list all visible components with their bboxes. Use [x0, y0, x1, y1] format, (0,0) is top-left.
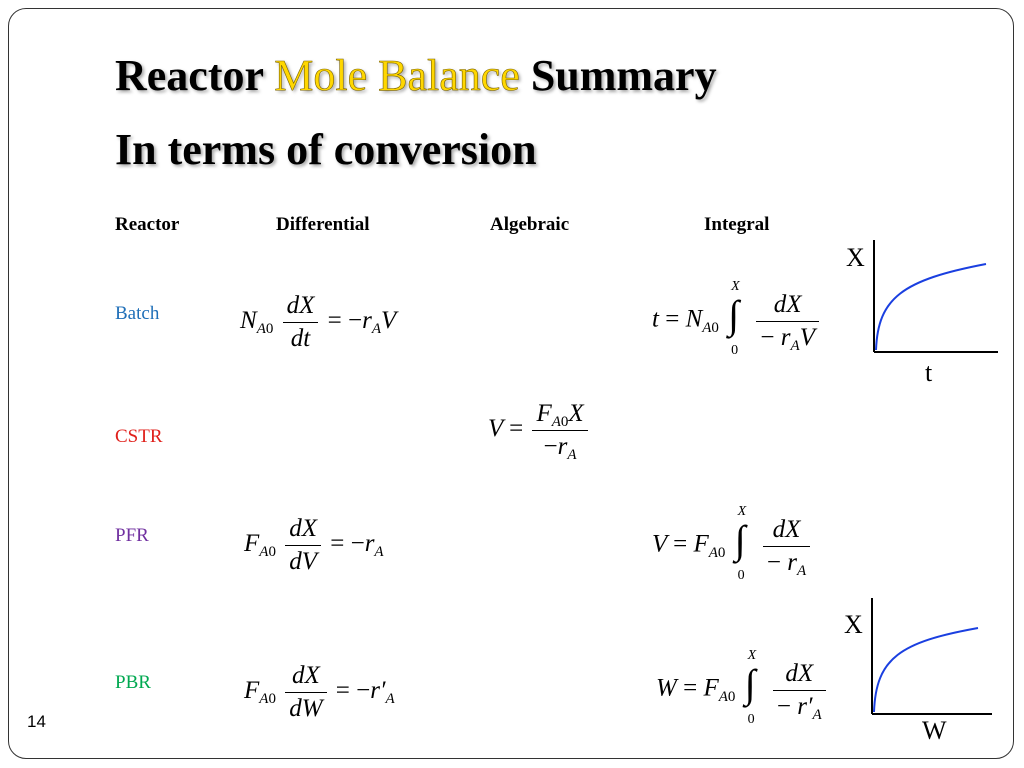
- title-highlight: Mole Balance: [274, 51, 520, 100]
- slide-title-line-1: [115, 50, 717, 101]
- graph2-y-label: X: [844, 610, 863, 639]
- conversion-curve: [874, 628, 978, 712]
- pbr-integral-equation: $W = F_{A0}$ X ∫ 0 $\frac{dX}{- r'_A}$: [656, 652, 829, 728]
- graph2-x-label: W: [922, 716, 947, 745]
- title-word-summary: Summary: [530, 51, 717, 100]
- batch-differential-equation: $N_{A0}$ $\frac{dX}{dt}$ = $-r_AV$: [240, 292, 397, 352]
- row-label-pbr: PBR: [115, 672, 151, 693]
- conversion-curve: [876, 264, 986, 350]
- integral-sign: X ∫ 0: [728, 279, 740, 358]
- row-label-cstr: CSTR: [115, 426, 163, 447]
- row-label-batch: Batch: [115, 303, 160, 324]
- column-header-reactor: Reactor: [115, 214, 180, 235]
- conversion-time-graph: [862, 238, 1002, 358]
- title-word-reactor: Reactor: [115, 51, 264, 100]
- column-header-integral: Integral: [704, 214, 770, 235]
- pbr-differential-equation: $F_{A0}$ $\frac{dX}{dW}$ = $-r'_A$: [244, 662, 395, 722]
- page-number: 14: [27, 712, 46, 731]
- column-header-algebraic: Algebraic: [490, 214, 570, 235]
- conversion-weight-graph: [860, 596, 1000, 720]
- graph1-x-label: t: [925, 358, 933, 387]
- slide-title-line-2: In terms of conversion: [115, 125, 537, 174]
- pfr-differential-equation: $F_{A0}$ $\frac{dX}{dV}$ = $-r_A$: [244, 515, 384, 575]
- row-label-pfr: PFR: [115, 525, 149, 546]
- cstr-algebraic-equation: V = $\frac{F_{A0}X}{-r_A}$: [488, 400, 591, 461]
- pfr-integral-equation: $V = F_{A0}$ X ∫ 0 $\frac{dX}{- r_A}$: [652, 508, 813, 584]
- integral-sign: X ∫ 0: [734, 504, 747, 583]
- column-header-differential: Differential: [276, 214, 370, 235]
- integral-sign: X ∫ 0: [744, 648, 757, 727]
- graph1-y-label: X: [846, 243, 865, 272]
- batch-integral-equation: $t = N_{A0}$ X ∫ 0 $\frac{dX}{- r_AV}$: [652, 283, 822, 359]
